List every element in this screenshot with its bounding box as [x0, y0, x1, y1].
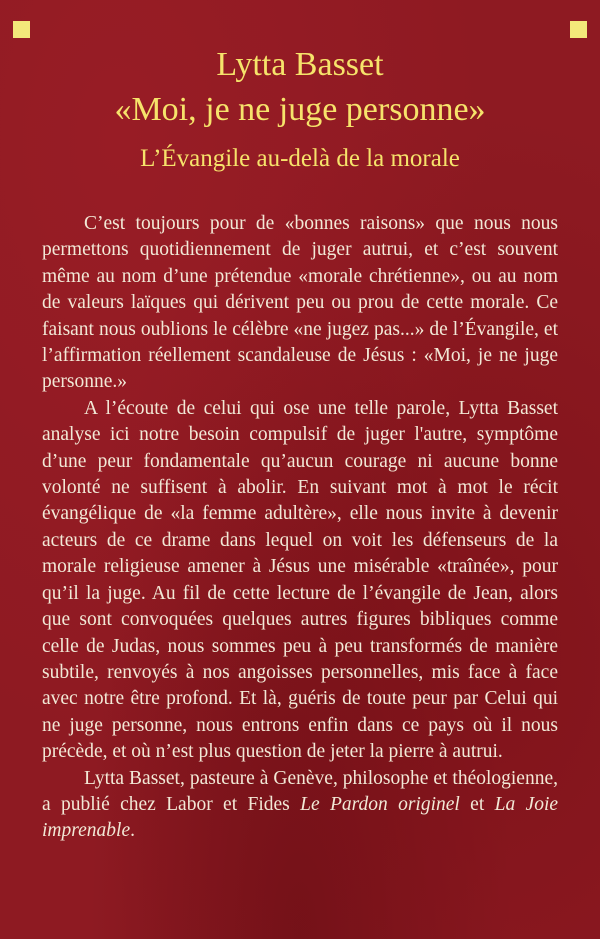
- book-title: «Moi, je ne juge personne»: [114, 91, 486, 128]
- back-cover-header: [0, 44, 600, 176]
- blurb: [42, 211, 558, 845]
- book-reference-2: La Joie imprenable: [42, 793, 559, 842]
- author-name: Lytta Basset: [216, 46, 384, 83]
- author-bio-text: Lytta Basset, pasteure à Genève, philosophe et théologienne, a publié chez Labor et Fides: [42, 767, 558, 815]
- corner-square-left: [13, 21, 30, 38]
- author-bio-end: .: [130, 820, 135, 842]
- book-reference-1: Le Pardon originel: [300, 793, 460, 815]
- blurb-paragraph-1: C’est toujours pour de «bonnes raisons» que nous nous permettons quotidiennement de juger autrui, et c’est souvent même au nom d’une prétendue «morale chrétienne», ou au nom de valeurs laïques qui dérivent peu ou prou de cette morale. Ce faisant nous oublions le célèbre «ne jugez pas...» de l’Évangile, et l’affirmation réellement scandaleuse de Jésus : «Moi, je ne juge personne.»: [42, 213, 558, 393]
- blurb-paragraph-2: A l’écoute de celui qui ose une telle parole, Lytta Basset analyse ici notre besoin compulsif de juger l'autre, symptôme d’une peur fondamentale qu’aucun courage ni aucune bonne volonté ne suffisent à abolir. En suivant mot à mot le récit évangélique de «la femme adultère», elle nous invite à devenir acteurs de ce drame dans lequel on voit les défenseurs de la morale religieuse amener à Jésus une misérable «traînée», pour qu’il la juge. Au fil de cette lecture de l’évangile de Jean, alors que sont convoquées quelques autres figures bibliques comme celle de Judas, nous sommes peu à peu transformés de manière subtile, renvoyés à nos angoisses personnelles, mis face à face avec notre être profond. Et là, guéris de toute peur par Celui qui ne juge personne, nous entrons enfin dans ce pays où il nous précède, et où n’est plus question de jeter la pierre à autrui.: [42, 397, 558, 763]
- author-bio: [42, 766, 558, 845]
- corner-square-right: [570, 21, 587, 38]
- author-bio-connector: et: [459, 793, 495, 815]
- book-subtitle: L’Évangile au-delà de la morale: [140, 145, 460, 172]
